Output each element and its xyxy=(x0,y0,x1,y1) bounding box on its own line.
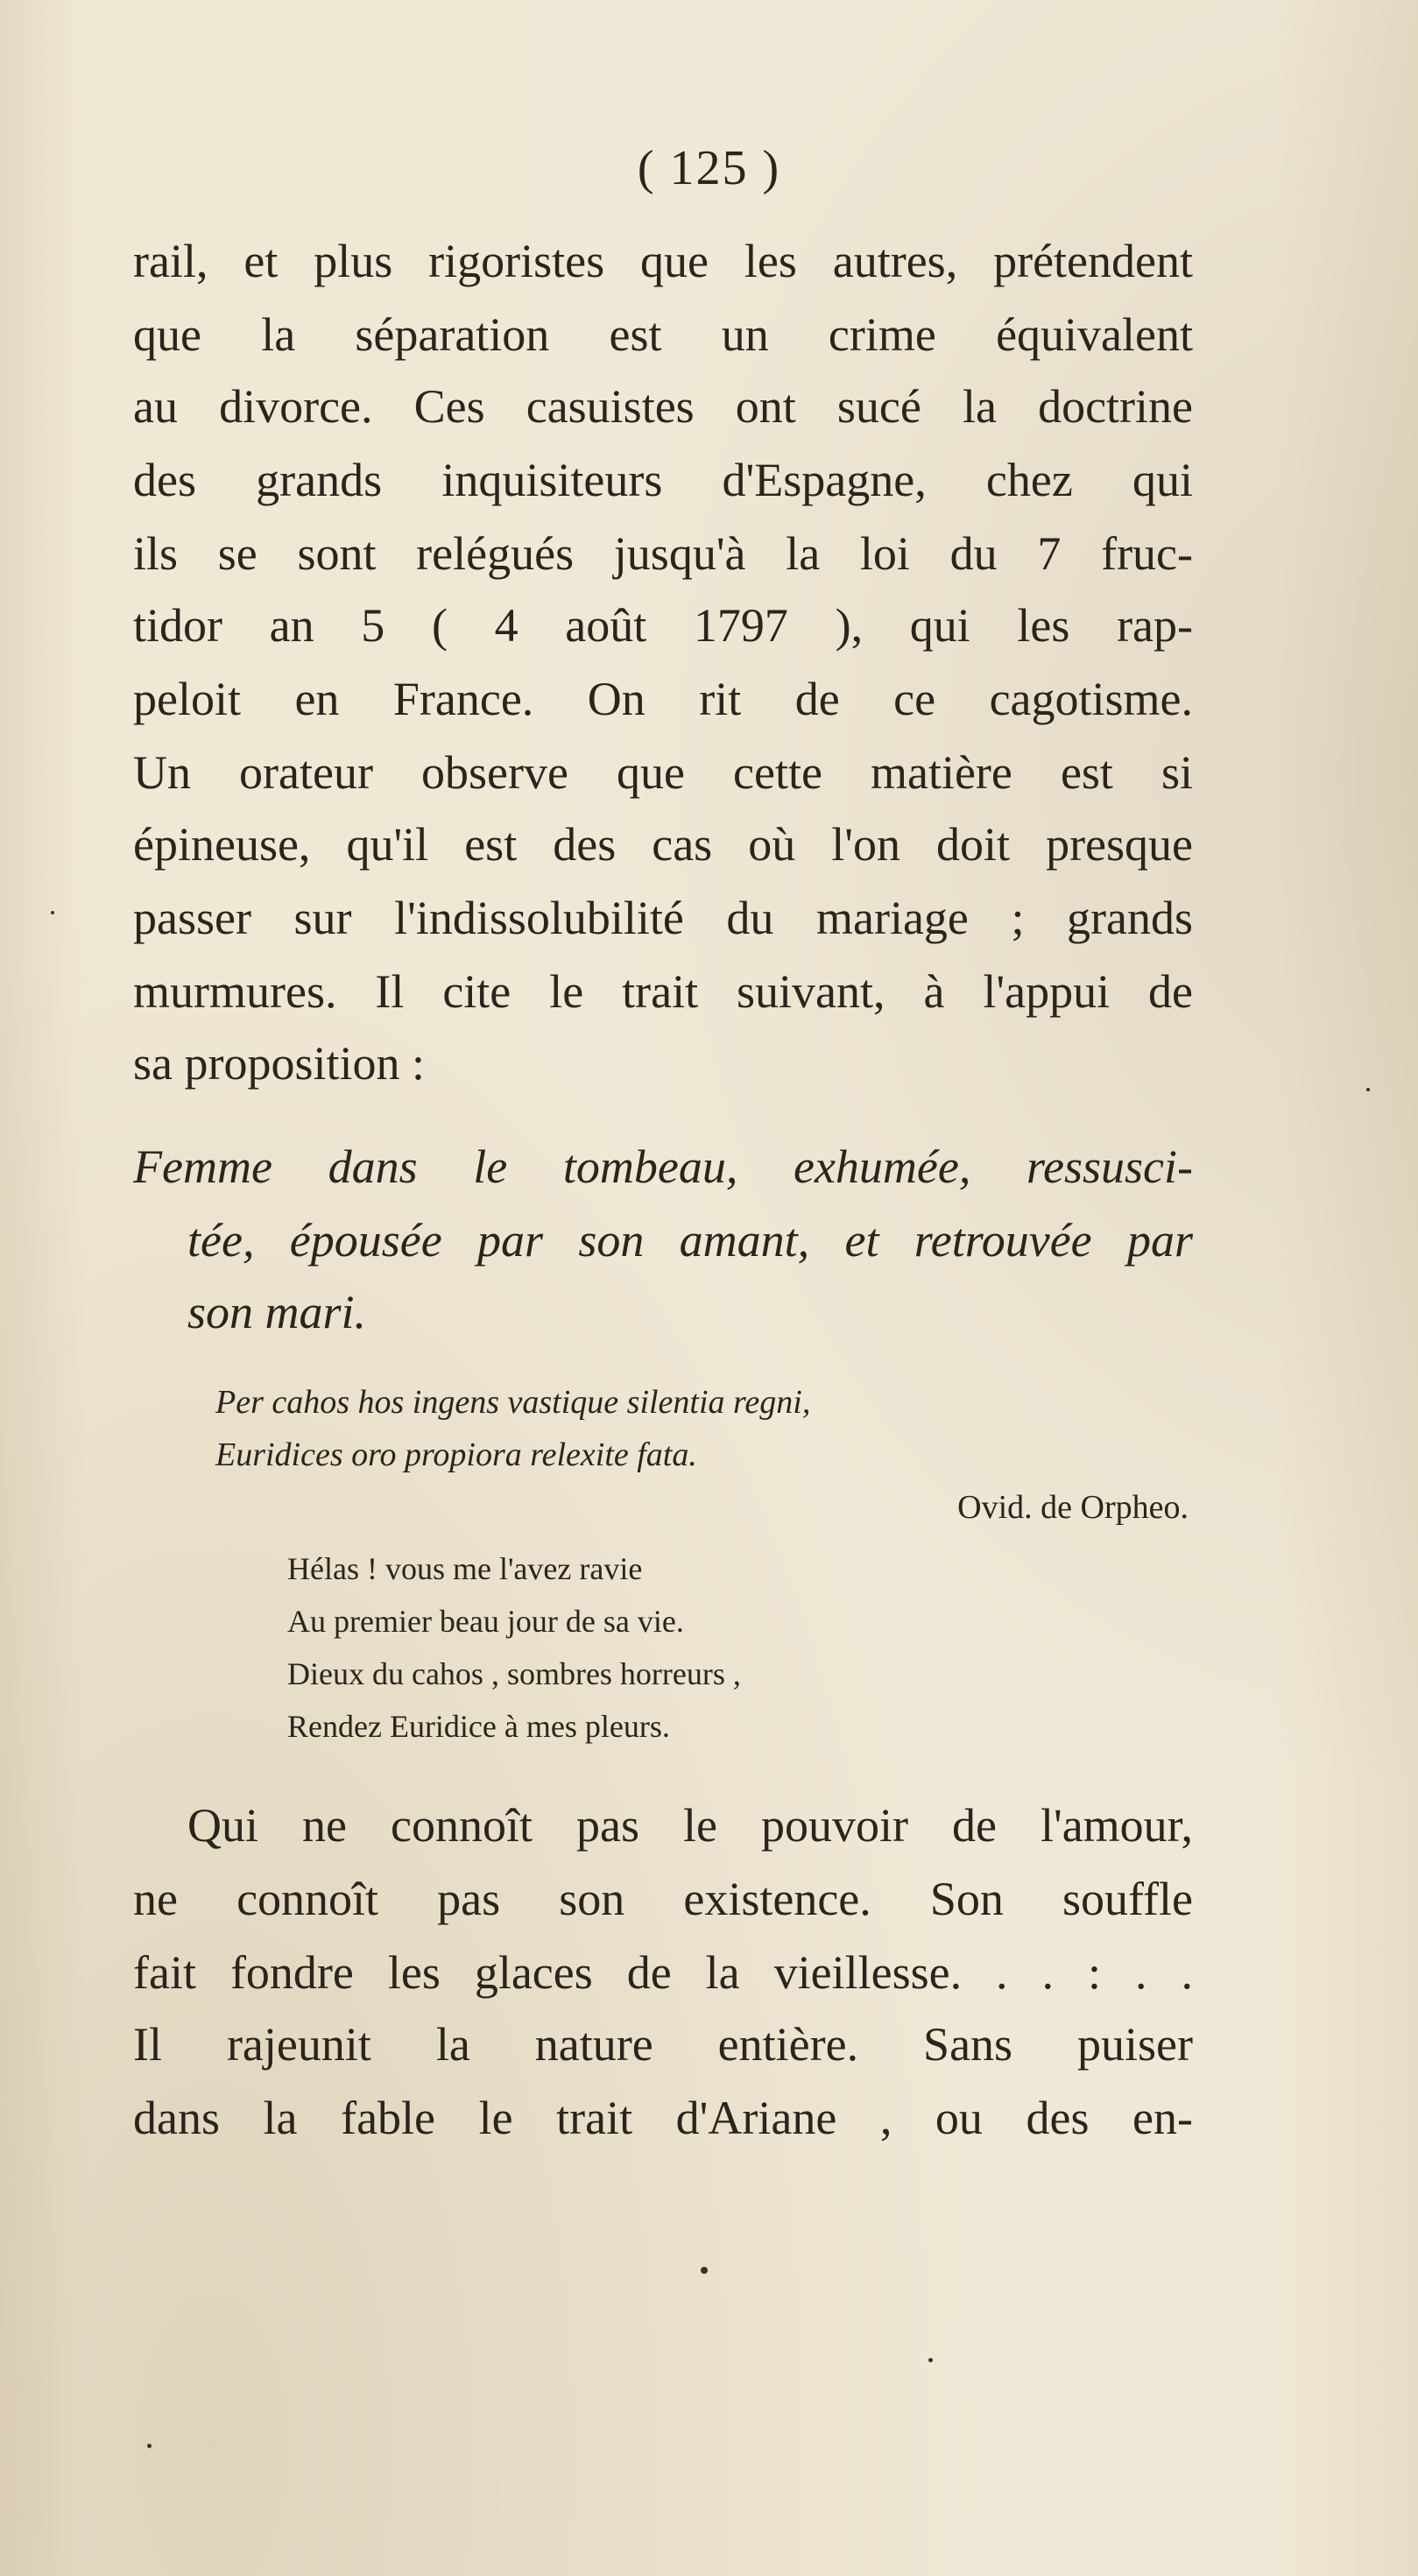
paper-speck xyxy=(1366,1088,1370,1091)
closing-line: ne connoît pas son existence. Son souffle xyxy=(133,1873,1193,1925)
verse-line: Rendez Euridice à mes pleurs. xyxy=(287,1709,670,1744)
epigraph-credit: Ovid. de Orpheo. xyxy=(957,1489,1189,1526)
body-line: peloit en France. On rit de ce cagotisme. xyxy=(133,673,1193,725)
latin-epigraph-line: Euridices oro propiora relexite fata. xyxy=(215,1436,697,1473)
section-title-line: tée, épousée par son amant, et retrouvée par xyxy=(187,1214,1193,1267)
page-number: ( 125 ) xyxy=(637,141,781,195)
body-line: ils se sont relégués jusqu'à la loi du 7 fruc- xyxy=(133,527,1193,580)
latin-epigraph-line: Per cahos hos ingens vastique silentia regni, xyxy=(215,1384,811,1421)
body-line: murmures. Il cite le trait suivant, à l'appui de xyxy=(133,965,1193,1018)
section-title-line: Femme dans le tombeau, exhumée, ressusci- xyxy=(133,1140,1193,1193)
body-line: que la séparation est un crime équivalent xyxy=(133,308,1193,361)
body-line: passer sur l'indissolubilité du mariage ; grands xyxy=(133,892,1193,944)
body-line: épineuse, qu'il est des cas où l'on doit presque xyxy=(133,818,1193,871)
section-title-line: son mari. xyxy=(187,1286,367,1338)
paper-speck xyxy=(51,911,54,914)
closing-line: dans la fable le trait d'Ariane , ou des en- xyxy=(133,2092,1193,2144)
body-line: rail, et plus rigoristes que les autres, prétendent xyxy=(133,235,1193,287)
body-line: au divorce. Ces casuistes ont sucé la doctrine xyxy=(133,380,1193,433)
verse-line: Dieux du cahos , sombres horreurs , xyxy=(287,1656,741,1691)
body-line: des grands inquisiteurs d'Espagne, chez qui xyxy=(133,454,1193,506)
paper-speck xyxy=(928,2358,933,2362)
body-line: Un orateur observe que cette matière est si xyxy=(133,746,1193,799)
paper-speck xyxy=(147,2444,152,2448)
verse-line: Au premier beau jour de sa vie. xyxy=(287,1604,684,1639)
verse-line: Hélas ! vous me l'avez ravie xyxy=(287,1551,643,1586)
closing-line: fait fondre les glaces de la vieillesse. . . : . . xyxy=(133,1946,1193,1999)
closing-line: Il rajeunit la nature entière. Sans puiser xyxy=(133,2018,1193,2071)
closing-line: Qui ne connoît pas le pouvoir de l'amour, xyxy=(187,1799,1193,1852)
body-line: sa proposition : xyxy=(133,1037,425,1090)
paper-speck xyxy=(701,2267,708,2274)
body-line: tidor an 5 ( 4 août 1797 ), qui les rap- xyxy=(133,599,1193,652)
